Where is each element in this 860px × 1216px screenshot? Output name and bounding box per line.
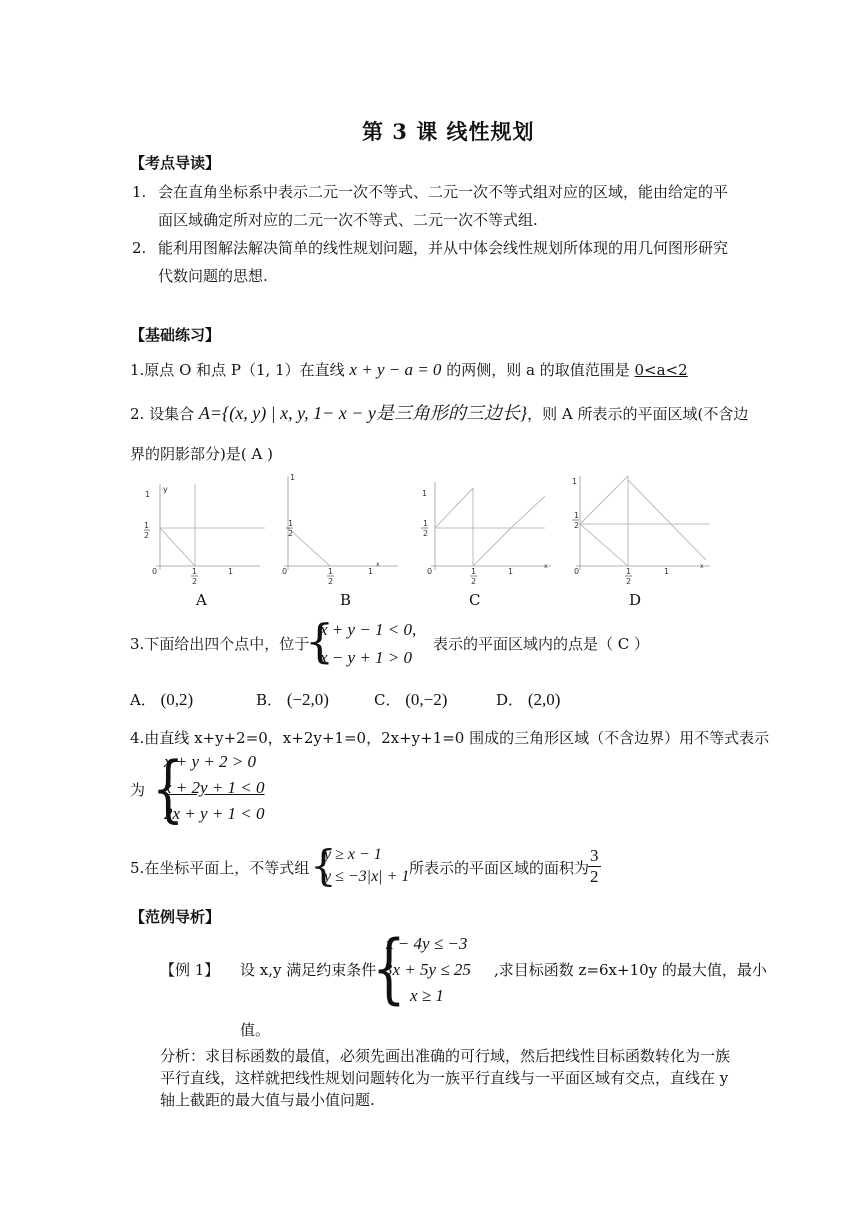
graph-label-b: B bbox=[340, 591, 352, 609]
option-d: D． (2,0) bbox=[496, 690, 561, 709]
brace-icon: { bbox=[305, 614, 335, 668]
inequality: x − 4y ≤ −3 bbox=[386, 934, 468, 953]
question-text: ,求目标函数 z=6x+10y 的最大值，最小 bbox=[494, 961, 767, 979]
brace-icon: { bbox=[310, 841, 337, 890]
question-text: 设 x,y 满足约束条件 bbox=[240, 961, 377, 979]
section-heading-examples: 【范例导析】 bbox=[130, 908, 221, 926]
question-text: 2. 设集合 bbox=[130, 405, 195, 423]
inequality: x − y + 1 > 0 bbox=[320, 648, 413, 667]
graph-b bbox=[284, 476, 398, 570]
graph-axis-tick: 1 bbox=[145, 490, 151, 499]
analysis-text: 分析：求目标函数的最值，必须先画出准确的可行域，然后把线性目标函数转化为一族 bbox=[160, 1047, 731, 1065]
question-text: 值。 bbox=[240, 1021, 271, 1039]
math-expression: A={(x, y) | x, y, 1− x − y是三角形的三边长} bbox=[198, 403, 528, 423]
answer-text: 0<a<2 bbox=[634, 361, 688, 379]
svg-text:2: 2 bbox=[144, 531, 150, 540]
graph-axis-label: y bbox=[163, 485, 168, 494]
analysis-text: 平行直线，这样就把线性规划问题转化为一族平行直线与一平面区域有交点，直线在 y bbox=[160, 1069, 729, 1087]
graph-label-d: D bbox=[629, 591, 642, 609]
brace-icon: { bbox=[152, 746, 185, 830]
list-item-text: 能利用图解法解决简单的线性规划问题，并从中体会线性规划所体现的用几何图形研究 bbox=[158, 239, 729, 257]
inequality: x + 2y + 1 < 0 bbox=[164, 778, 265, 797]
question-1 bbox=[130, 360, 688, 380]
svg-text:1: 1 bbox=[626, 567, 632, 576]
question-text: 5.在坐标平面上，不等式组 bbox=[130, 859, 310, 877]
brace-icon: { bbox=[372, 923, 406, 1012]
svg-text:1: 1 bbox=[574, 511, 580, 520]
graph-origin: 0 bbox=[152, 567, 158, 576]
svg-text:2: 2 bbox=[423, 529, 429, 538]
analysis-text: 轴上截距的最大值与最小值问题. bbox=[160, 1091, 375, 1109]
svg-text:1: 1 bbox=[288, 519, 294, 528]
list-item-number: 2. bbox=[132, 239, 147, 257]
list-item-number: 1. bbox=[132, 183, 147, 201]
graph-a bbox=[156, 484, 265, 570]
svg-text:1: 1 bbox=[422, 489, 428, 498]
inequality: x + y + 2 > 0 bbox=[164, 752, 257, 771]
svg-text:0: 0 bbox=[427, 567, 433, 576]
svg-text:2: 2 bbox=[471, 577, 477, 585]
svg-text:2: 2 bbox=[626, 577, 632, 585]
svg-text:2: 2 bbox=[574, 521, 580, 530]
inequality: x + y − 1 < 0, bbox=[320, 620, 417, 639]
question-text: ，则 A 所表示的平面区域(不含边 bbox=[527, 405, 749, 423]
section-heading-key-points: 【考点导读】 bbox=[130, 154, 221, 172]
svg-text:1: 1 bbox=[508, 567, 514, 576]
example-label: 【例 1】 bbox=[160, 961, 220, 979]
svg-text:0: 0 bbox=[574, 567, 580, 576]
graph-c bbox=[431, 482, 551, 570]
option-a: A． (0,2) bbox=[130, 690, 194, 709]
graph-label-a: A bbox=[196, 591, 207, 609]
svg-text:0: 0 bbox=[282, 567, 288, 576]
list-item-text: 会在直角坐标系中表示二元一次不等式、二元一次不等式组对应的区域，能由给定的平 bbox=[158, 183, 729, 201]
svg-text:x: x bbox=[376, 561, 380, 568]
svg-text:1: 1 bbox=[368, 567, 374, 576]
graph-d bbox=[576, 476, 710, 570]
option-b: B． (−2,0) bbox=[256, 690, 329, 709]
inequality: 3x + 5y ≤ 25 bbox=[384, 960, 471, 979]
svg-text:1: 1 bbox=[664, 567, 670, 576]
list-item-text: 面区域确定所对应的二元一次不等式、二元一次不等式组. bbox=[158, 211, 538, 229]
graph-axis-tick: 1 bbox=[144, 521, 150, 530]
question-text: 4.由直线 x+y+2=0，x+2y+1=0，2x+y+1=0 围成的三角形区域（不含边界）用不等式表示 bbox=[130, 729, 770, 747]
inequality: y ≥ x − 1 bbox=[324, 846, 382, 863]
option-c: C． (0,−2) bbox=[374, 690, 448, 709]
svg-text:x: x bbox=[700, 563, 704, 570]
svg-text:1: 1 bbox=[471, 567, 477, 576]
svg-text:1: 1 bbox=[423, 519, 429, 528]
inequality: x ≥ 1 bbox=[410, 986, 444, 1005]
svg-text:2: 2 bbox=[288, 529, 294, 538]
svg-text:1: 1 bbox=[228, 567, 234, 576]
svg-text:1: 1 bbox=[192, 567, 198, 576]
inequality: y ≤ −3|x| + 1 bbox=[324, 868, 410, 885]
svg-text:2: 2 bbox=[328, 577, 334, 585]
graphs-figure bbox=[140, 470, 720, 585]
question-text: 的两侧，则 a 的取值范围是 bbox=[446, 361, 630, 379]
question-text: 3.下面给出四个点中，位于 bbox=[130, 635, 310, 653]
math-expression: x + y − a = 0 bbox=[349, 360, 442, 379]
graph-label-c: C bbox=[469, 591, 481, 609]
list-item-text: 代数问题的思想. bbox=[158, 267, 268, 285]
question-text: 为 bbox=[130, 781, 146, 799]
inequality: 2x + y + 1 < 0 bbox=[164, 804, 265, 823]
question-text: 界的阴影部分)是( A ) bbox=[130, 445, 273, 463]
svg-text:2: 2 bbox=[192, 577, 198, 585]
svg-text:x: x bbox=[544, 563, 548, 570]
question-text: 所表示的平面区域的面积为 bbox=[409, 859, 590, 877]
question-text: 1.原点 O 和点 P（1, 1）在直线 bbox=[130, 361, 345, 379]
svg-text:1: 1 bbox=[328, 567, 334, 576]
page-title: 第 3 课 线性规划 bbox=[362, 119, 535, 144]
question-text: 表示的平面区域内的点是（ C ） bbox=[433, 635, 650, 653]
answer-fraction: $\frac{3}{2}$ bbox=[590, 846, 599, 886]
question-2 bbox=[130, 403, 748, 424]
svg-text:1: 1 bbox=[290, 473, 296, 482]
section-heading-basic-exercises: 【基础练习】 bbox=[130, 326, 221, 344]
svg-text:1: 1 bbox=[572, 477, 578, 486]
